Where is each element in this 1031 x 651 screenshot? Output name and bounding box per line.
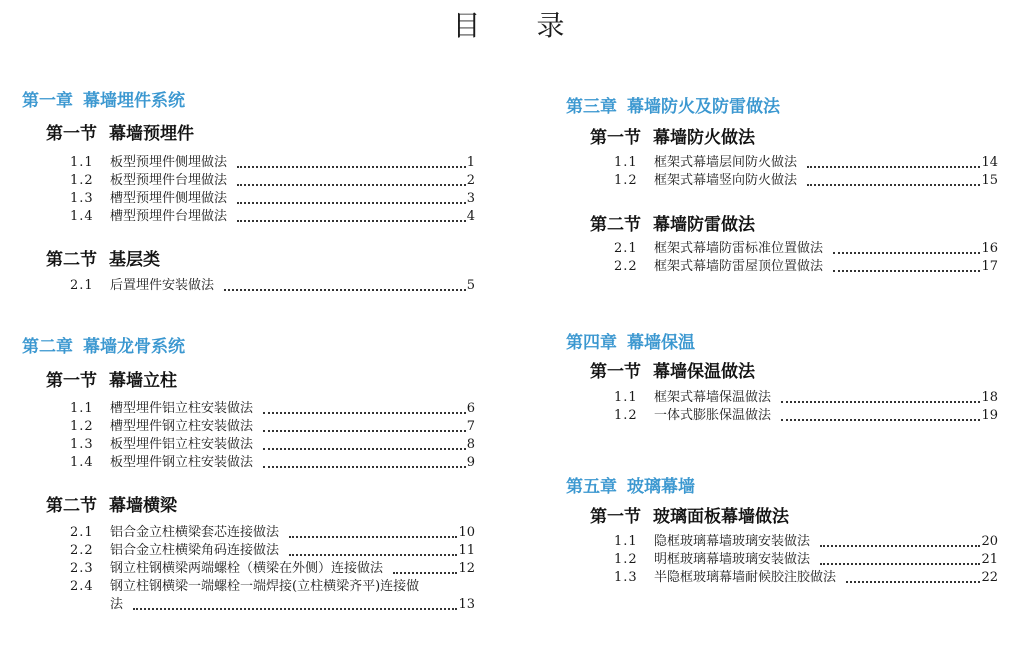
entry-title: 槽型埋件钢立柱安装做法	[110, 419, 254, 434]
dot-leader	[237, 208, 466, 222]
entry-title: 铝合金立柱横梁角码连接做法	[110, 543, 280, 558]
dot-leader	[237, 172, 466, 186]
entry-page-number: 12	[458, 561, 475, 576]
entry-number: 2.1	[70, 278, 94, 293]
section-label: 第一节	[590, 362, 641, 382]
entry-title: 一体式膨胀保温做法	[654, 408, 772, 423]
toc-entry[interactable]	[614, 240, 998, 258]
entry-title: 槽型埋件铝立柱安装做法	[110, 401, 254, 416]
chapter-label: 第三章	[566, 97, 617, 117]
toc-entry[interactable]	[70, 172, 475, 190]
entry-number: 1.2	[614, 408, 638, 423]
toc-entry[interactable]	[614, 154, 998, 172]
entry-number: 1.1	[614, 534, 638, 549]
chapter-label: 第二章	[22, 337, 73, 357]
section-label: 第一节	[46, 371, 97, 391]
chapter-label: 第一章	[22, 91, 73, 111]
entry-page-number: 8	[466, 437, 475, 452]
dot-leader	[833, 258, 980, 272]
entry-page-number: 19	[981, 408, 998, 423]
section-heading	[590, 214, 755, 236]
entry-title: 板型预埋件侧埋做法	[110, 155, 228, 170]
section-heading	[46, 249, 160, 271]
section-label: 第一节	[590, 507, 641, 527]
entry-page-number: 9	[466, 455, 475, 470]
entry-number: 1.1	[70, 155, 94, 170]
chapter-title: 玻璃幕墙	[627, 477, 695, 497]
section-heading	[46, 123, 194, 145]
entry-title: 框架式幕墙保温做法	[654, 390, 772, 405]
entry-title: 明框玻璃幕墙玻璃安装做法	[654, 552, 811, 567]
entry-page-number: 21	[981, 552, 998, 567]
dot-leader	[781, 407, 980, 421]
entry-title: 框架式幕墙防雷屋顶位置做法	[654, 259, 824, 274]
dot-leader	[820, 533, 980, 547]
chapter-heading	[22, 90, 185, 112]
entry-number: 1.3	[70, 191, 94, 206]
section-heading	[46, 370, 177, 392]
entry-page-number: 6	[466, 401, 475, 416]
section-heading	[590, 361, 755, 383]
section-label: 第二节	[46, 250, 97, 270]
entry-page-number: 1	[466, 155, 475, 170]
section-title: 幕墙立柱	[109, 371, 177, 391]
section-heading	[590, 506, 789, 528]
entry-number: 2.3	[70, 561, 94, 576]
section-title: 幕墙横梁	[109, 496, 177, 516]
page-title: 目 录	[452, 9, 579, 42]
entry-title: 框架式幕墙竖向防火做法	[654, 173, 798, 188]
dot-leader	[820, 551, 980, 565]
entry-page-number: 5	[466, 278, 475, 293]
entry-number: 1.4	[70, 455, 94, 470]
entry-title: 框架式幕墙层间防火做法	[654, 155, 798, 170]
dot-leader	[263, 436, 466, 450]
entry-number: 2.2	[614, 259, 638, 274]
entry-title: 板型预埋件台埋做法	[110, 173, 228, 188]
entry-number: 1.2	[614, 552, 638, 567]
entry-number: 1.3	[70, 437, 94, 452]
entry-page-number: 15	[981, 173, 998, 188]
entry-page-number: 7	[466, 419, 475, 434]
entry-page-number: 2	[466, 173, 475, 188]
toc-entry[interactable]	[70, 524, 475, 542]
toc-entry[interactable]	[70, 436, 475, 454]
chapter-heading	[22, 336, 185, 358]
entry-number: 2.1	[70, 525, 94, 540]
dot-leader	[263, 418, 466, 432]
entry-title: 板型埋件钢立柱安装做法	[110, 455, 254, 470]
dot-leader	[263, 454, 466, 468]
entry-number: 1.2	[614, 173, 638, 188]
toc-entry[interactable]	[614, 172, 998, 190]
dot-leader	[263, 400, 466, 414]
chapter-label: 第四章	[566, 333, 617, 353]
chapter-title: 幕墙保温	[627, 333, 695, 353]
toc-entry[interactable]	[614, 407, 998, 425]
entry-number: 2.1	[614, 241, 638, 256]
entry-title: 槽型预埋件侧埋做法	[110, 191, 228, 206]
entry-number: 1.1	[70, 401, 94, 416]
section-title: 幕墙预埋件	[109, 124, 194, 144]
entry-title: 半隐框玻璃幕墙耐候胶注胶做法	[654, 570, 837, 585]
entry-page-number: 3	[466, 191, 475, 206]
section-title: 基层类	[109, 250, 160, 270]
section-heading	[46, 495, 177, 517]
dot-leader	[224, 277, 466, 291]
entry-page-number: 18	[981, 390, 998, 405]
dot-leader	[807, 154, 980, 168]
toc-entry[interactable]	[614, 389, 998, 407]
toc-entry[interactable]	[70, 418, 475, 436]
dot-leader	[807, 172, 980, 186]
dot-leader	[833, 240, 980, 254]
entry-title: 板型埋件铝立柱安装做法	[110, 437, 254, 452]
section-title: 幕墙防火做法	[653, 128, 755, 148]
dot-leader	[393, 560, 457, 574]
entry-title: 后置埋件安装做法	[110, 278, 215, 293]
dot-leader	[237, 190, 466, 204]
toc-entry[interactable]	[614, 551, 998, 569]
entry-page-number: 16	[981, 241, 998, 256]
entry-title: 槽型预埋件台埋做法	[110, 209, 228, 224]
toc-entry[interactable]	[70, 154, 475, 172]
entry-title: 铝合金立柱横梁套芯连接做法	[110, 525, 280, 540]
entry-number: 1.3	[614, 570, 638, 585]
section-label: 第一节	[46, 124, 97, 144]
entry-number: 1.1	[614, 155, 638, 170]
dot-leader	[133, 596, 457, 610]
chapter-title: 幕墙埋件系统	[83, 91, 185, 111]
toc-entry[interactable]	[70, 560, 475, 578]
chapter-title: 幕墙防火及防雷做法	[627, 97, 780, 117]
entry-page-number: 17	[981, 259, 998, 274]
dot-leader	[846, 569, 980, 583]
section-heading	[590, 127, 755, 149]
dot-leader	[289, 524, 457, 538]
entry-number: 1.2	[70, 173, 94, 188]
toc-entry[interactable]	[70, 277, 475, 295]
chapter-heading	[566, 96, 780, 118]
toc-entry[interactable]	[70, 542, 475, 560]
toc-entry[interactable]	[614, 569, 998, 587]
toc-entry[interactable]	[614, 258, 998, 276]
entry-number: 2.2	[70, 543, 94, 558]
chapter-label: 第五章	[566, 477, 617, 497]
dot-leader	[781, 389, 980, 403]
dot-leader	[237, 154, 466, 168]
entry-title: 框架式幕墙防雷标准位置做法	[654, 241, 824, 256]
entry-number: 2.4	[70, 579, 94, 594]
entry-page-number: 13	[458, 597, 475, 612]
entry-page-number: 22	[981, 570, 998, 585]
chapter-heading	[566, 332, 695, 354]
section-title: 幕墙保温做法	[653, 362, 755, 382]
section-label: 第一节	[590, 128, 641, 148]
section-label: 第二节	[46, 496, 97, 516]
entry-title: 钢立柱钢横梁两端螺栓（横梁在外侧）连接做法	[110, 561, 384, 576]
section-title: 玻璃面板幕墙做法	[653, 507, 789, 527]
entry-title-continued: 法	[110, 597, 124, 612]
entry-number: 1.4	[70, 209, 94, 224]
entry-page-number: 14	[981, 155, 998, 170]
chapter-title: 幕墙龙骨系统	[83, 337, 185, 357]
entry-title: 钢立柱钢横梁一端螺栓一端焊接(立柱横梁齐平)连接做	[110, 579, 420, 594]
entry-page-number: 11	[458, 543, 475, 558]
entry-page-number: 20	[981, 534, 998, 549]
toc-entry[interactable]	[70, 400, 475, 418]
entry-page-number: 10	[458, 525, 475, 540]
toc-entry[interactable]	[614, 533, 998, 551]
toc-entry[interactable]	[70, 190, 475, 208]
section-title: 幕墙防雷做法	[653, 215, 755, 235]
entry-title: 隐框玻璃幕墙玻璃安装做法	[654, 534, 811, 549]
entry-number: 1.1	[614, 390, 638, 405]
toc-entry[interactable]	[70, 208, 475, 226]
toc-entry[interactable]	[70, 454, 475, 472]
section-label: 第二节	[590, 215, 641, 235]
toc-entry[interactable]	[70, 578, 475, 614]
entry-page-number: 4	[466, 209, 475, 224]
dot-leader	[289, 542, 457, 556]
entry-number: 1.2	[70, 419, 94, 434]
chapter-heading	[566, 476, 695, 498]
